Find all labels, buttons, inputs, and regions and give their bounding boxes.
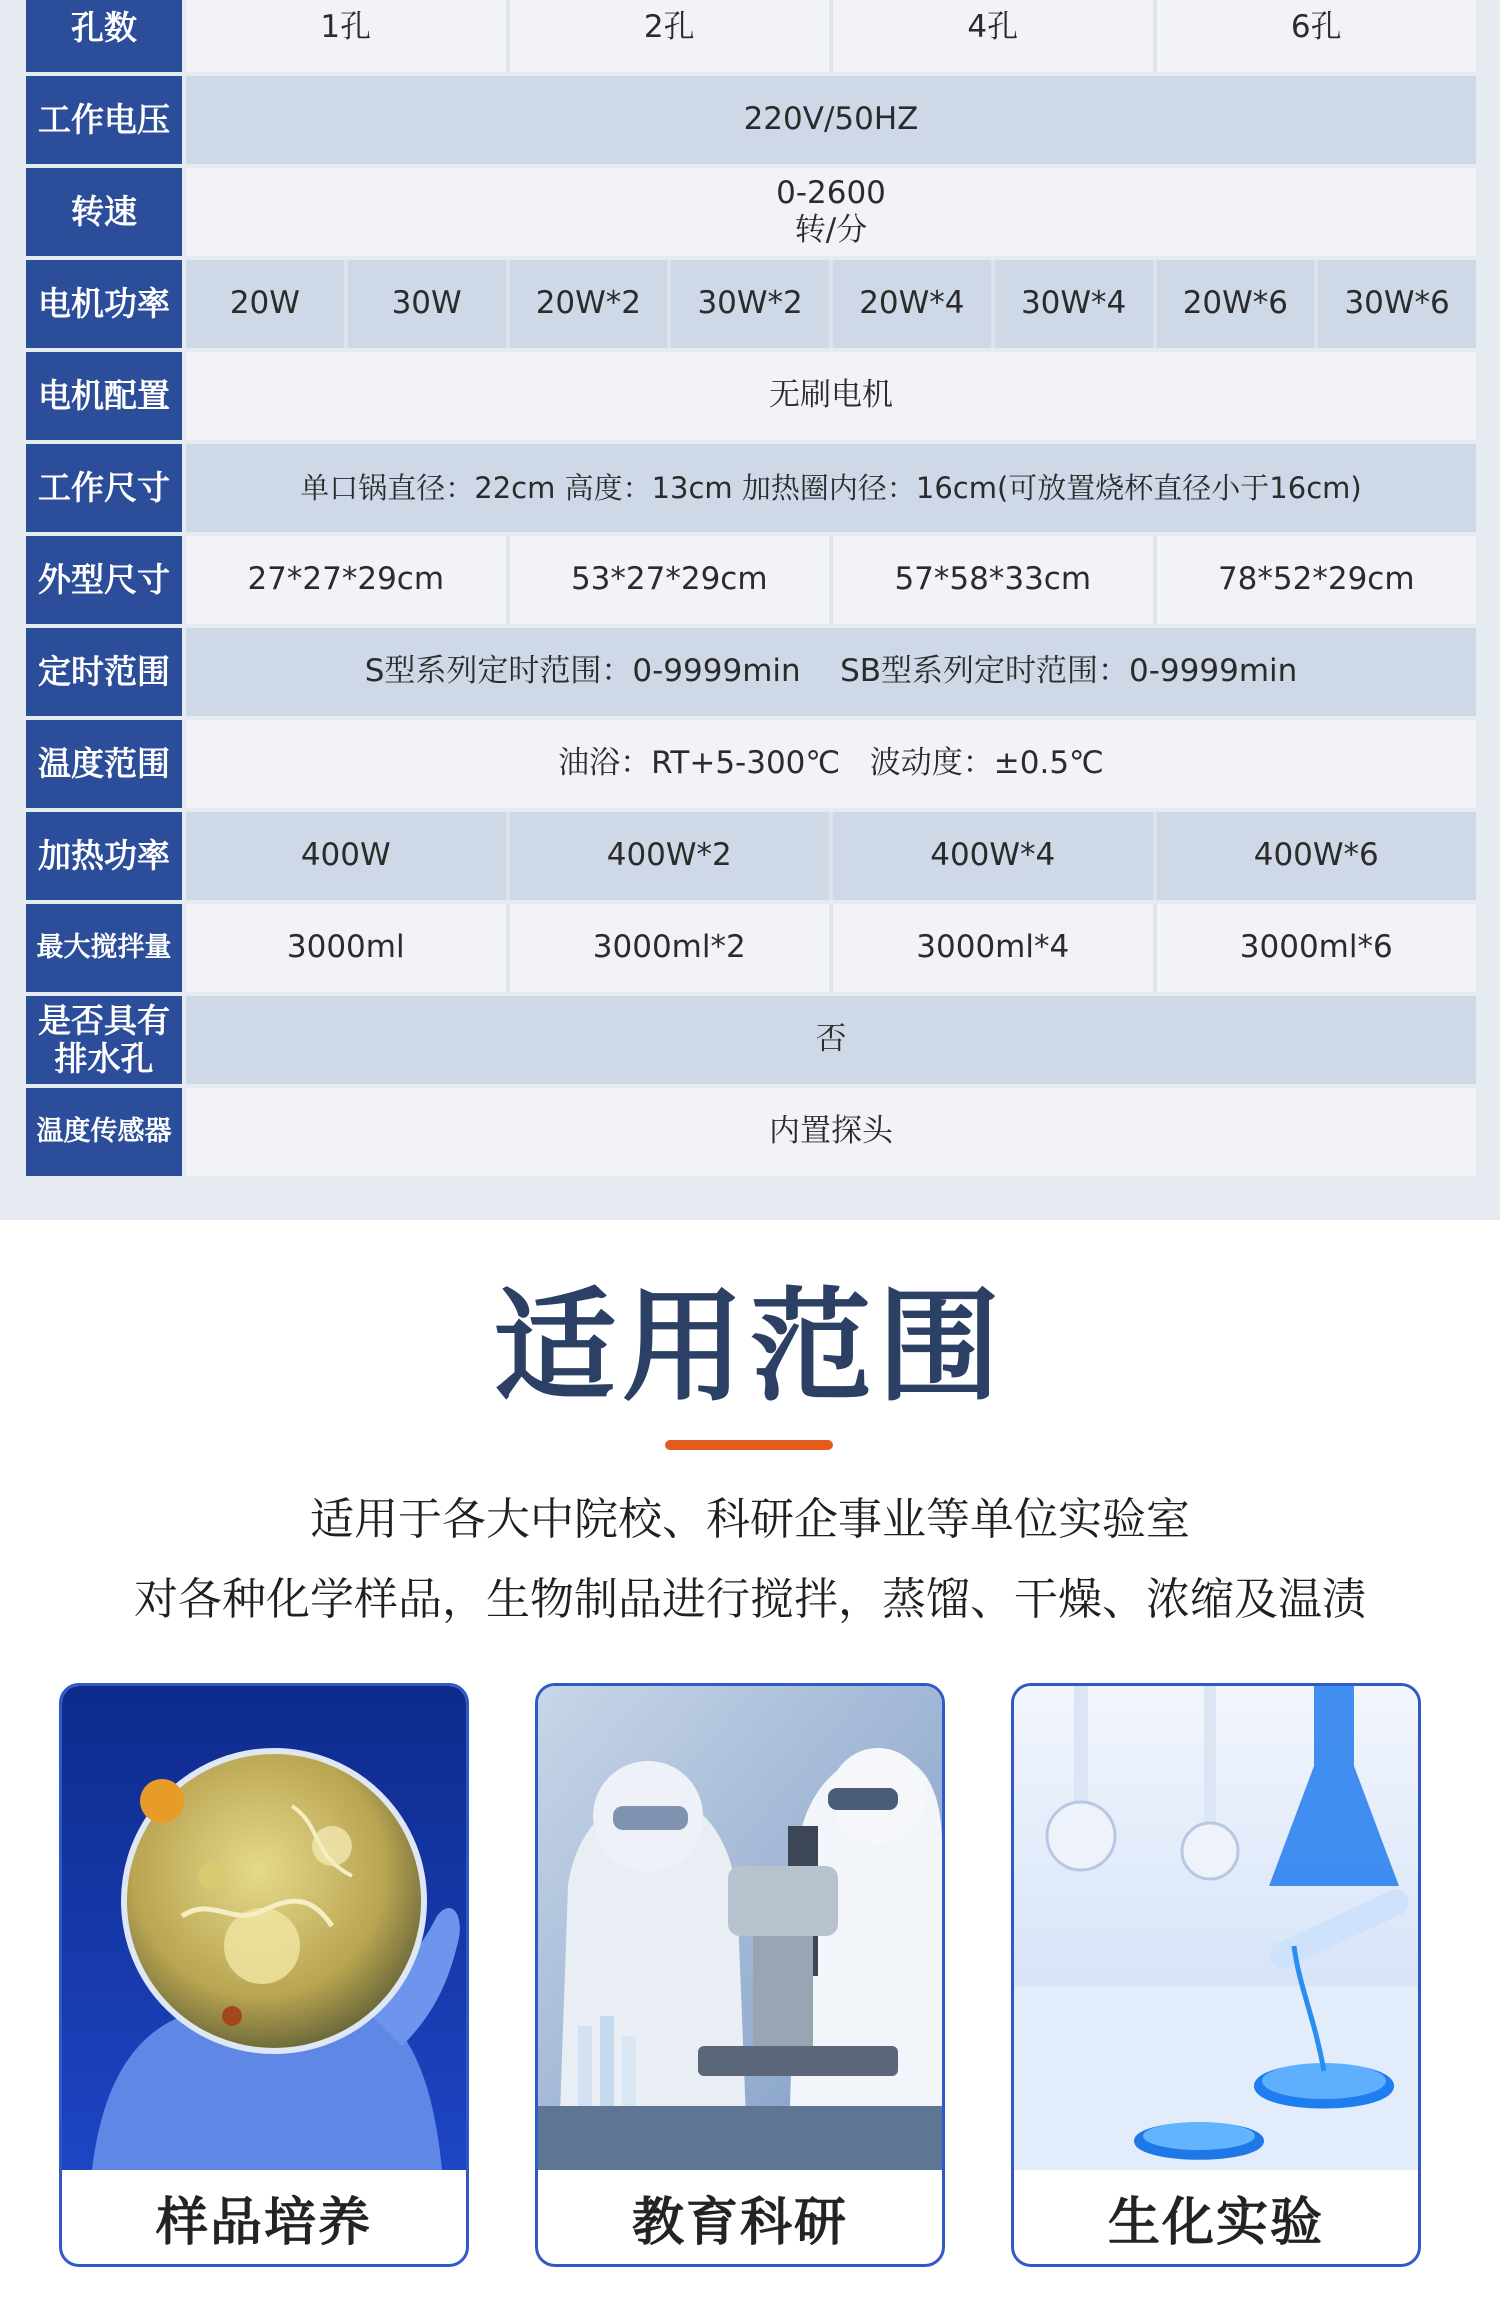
description-line-1: 适用于各大中院校、科研企事业等单位实验室 bbox=[310, 1494, 1190, 1545]
spec-cell: 单口锅直径：22cm 高度：13cm 加热圈内径：16cm(可放置烧杯直径小于16cm) bbox=[186, 444, 1476, 532]
spec-row-motor-config bbox=[26, 352, 1476, 440]
petri-dish-photo bbox=[62, 1686, 466, 2170]
spec-row-heat-power bbox=[26, 812, 1476, 900]
spec-label: 温度传感器 bbox=[26, 1088, 182, 1176]
spec-row-timer-range bbox=[26, 628, 1476, 716]
spec-cell: 1孔 bbox=[186, 0, 506, 72]
spec-cell: 3000ml bbox=[186, 904, 506, 992]
title-underline bbox=[665, 1440, 833, 1450]
card-caption: 生化实验 bbox=[1107, 2192, 1324, 2253]
spec-cell: 3000ml*6 bbox=[1153, 904, 1477, 992]
spec-row-outer-size bbox=[26, 536, 1476, 624]
spec-row-max-stir bbox=[26, 904, 1476, 992]
spec-row-holes bbox=[26, 0, 1476, 72]
spec-label: 电机功率 bbox=[26, 260, 182, 348]
spec-cell: 0-2600 转/分 bbox=[186, 168, 1476, 256]
spec-cell: 否 bbox=[186, 996, 1476, 1084]
spec-cell: 27*27*29cm bbox=[186, 536, 506, 624]
spec-cell: 78*52*29cm bbox=[1153, 536, 1477, 624]
spec-row-work-size bbox=[26, 444, 1476, 532]
card-biochem-experiment bbox=[1011, 1683, 1421, 2267]
spec-cell: 内置探头 bbox=[186, 1088, 1476, 1176]
spec-label: 工作电压 bbox=[26, 76, 182, 164]
spec-cell: 30W*6 bbox=[1314, 260, 1476, 348]
card-education-research bbox=[535, 1683, 945, 2267]
spec-label: 转速 bbox=[26, 168, 182, 256]
spec-label: 温度范围 bbox=[26, 720, 182, 808]
spec-label: 最大搅拌量 bbox=[26, 904, 182, 992]
section-title: 适用范围 bbox=[494, 1276, 1006, 1418]
spec-row-voltage bbox=[26, 76, 1476, 164]
spec-row-speed bbox=[26, 168, 1476, 256]
spec-cell: 4孔 bbox=[829, 0, 1153, 72]
spec-label: 是否具有 排水孔 bbox=[26, 996, 182, 1084]
spec-cell: 400W bbox=[186, 812, 506, 900]
spec-cell: 20W bbox=[186, 260, 344, 348]
spec-cell: 无刷电机 bbox=[186, 352, 1476, 440]
spec-row-drain-hole bbox=[26, 996, 1476, 1084]
spec-cell: 20W*2 bbox=[506, 260, 668, 348]
spec-label: 定时范围 bbox=[26, 628, 182, 716]
spec-row-temp-range bbox=[26, 720, 1476, 808]
spec-label: 工作尺寸 bbox=[26, 444, 182, 532]
spec-cell: 57*58*33cm bbox=[829, 536, 1153, 624]
description-line-2: 对各种化学样品，生物制品进行搅拌，蒸馏、干燥、浓缩及温渍 bbox=[134, 1574, 1366, 1625]
spec-label: 加热功率 bbox=[26, 812, 182, 900]
lab-microscope-photo bbox=[538, 1686, 942, 2170]
spec-label: 外型尺寸 bbox=[26, 536, 182, 624]
spec-cell: 400W*6 bbox=[1153, 812, 1477, 900]
spec-cell: 53*27*29cm bbox=[506, 536, 830, 624]
spec-cell: 油浴：RT+5-300℃ 波动度：±0.5℃ bbox=[186, 720, 1476, 808]
spec-row-motor-power bbox=[26, 260, 1476, 348]
spec-cell: 400W*2 bbox=[506, 812, 830, 900]
spec-cell: 2孔 bbox=[506, 0, 830, 72]
spec-cell: 20W*4 bbox=[829, 260, 991, 348]
spec-cell: 3000ml*4 bbox=[829, 904, 1153, 992]
spec-cell: S型系列定时范围：0-9999min SB型系列定时范围：0-9999min bbox=[186, 628, 1476, 716]
spec-row-temp-sensor bbox=[26, 1088, 1476, 1176]
card-caption: 样品培养 bbox=[155, 2192, 372, 2253]
spec-cell: 30W bbox=[344, 260, 506, 348]
spec-label: 电机配置 bbox=[26, 352, 182, 440]
card-sample-culture bbox=[59, 1683, 469, 2267]
spec-cell: 3000ml*2 bbox=[506, 904, 830, 992]
spec-cell: 20W*6 bbox=[1153, 260, 1315, 348]
spec-cell: 400W*4 bbox=[829, 812, 1153, 900]
card-caption: 教育科研 bbox=[631, 2192, 848, 2253]
spec-cell: 220V/50HZ bbox=[186, 76, 1476, 164]
spec-label: 孔数 bbox=[26, 0, 182, 72]
lab-glassware-photo bbox=[1014, 1686, 1418, 2170]
spec-cell: 30W*4 bbox=[991, 260, 1153, 348]
spec-cell: 30W*2 bbox=[667, 260, 829, 348]
spec-cell: 6孔 bbox=[1153, 0, 1477, 72]
